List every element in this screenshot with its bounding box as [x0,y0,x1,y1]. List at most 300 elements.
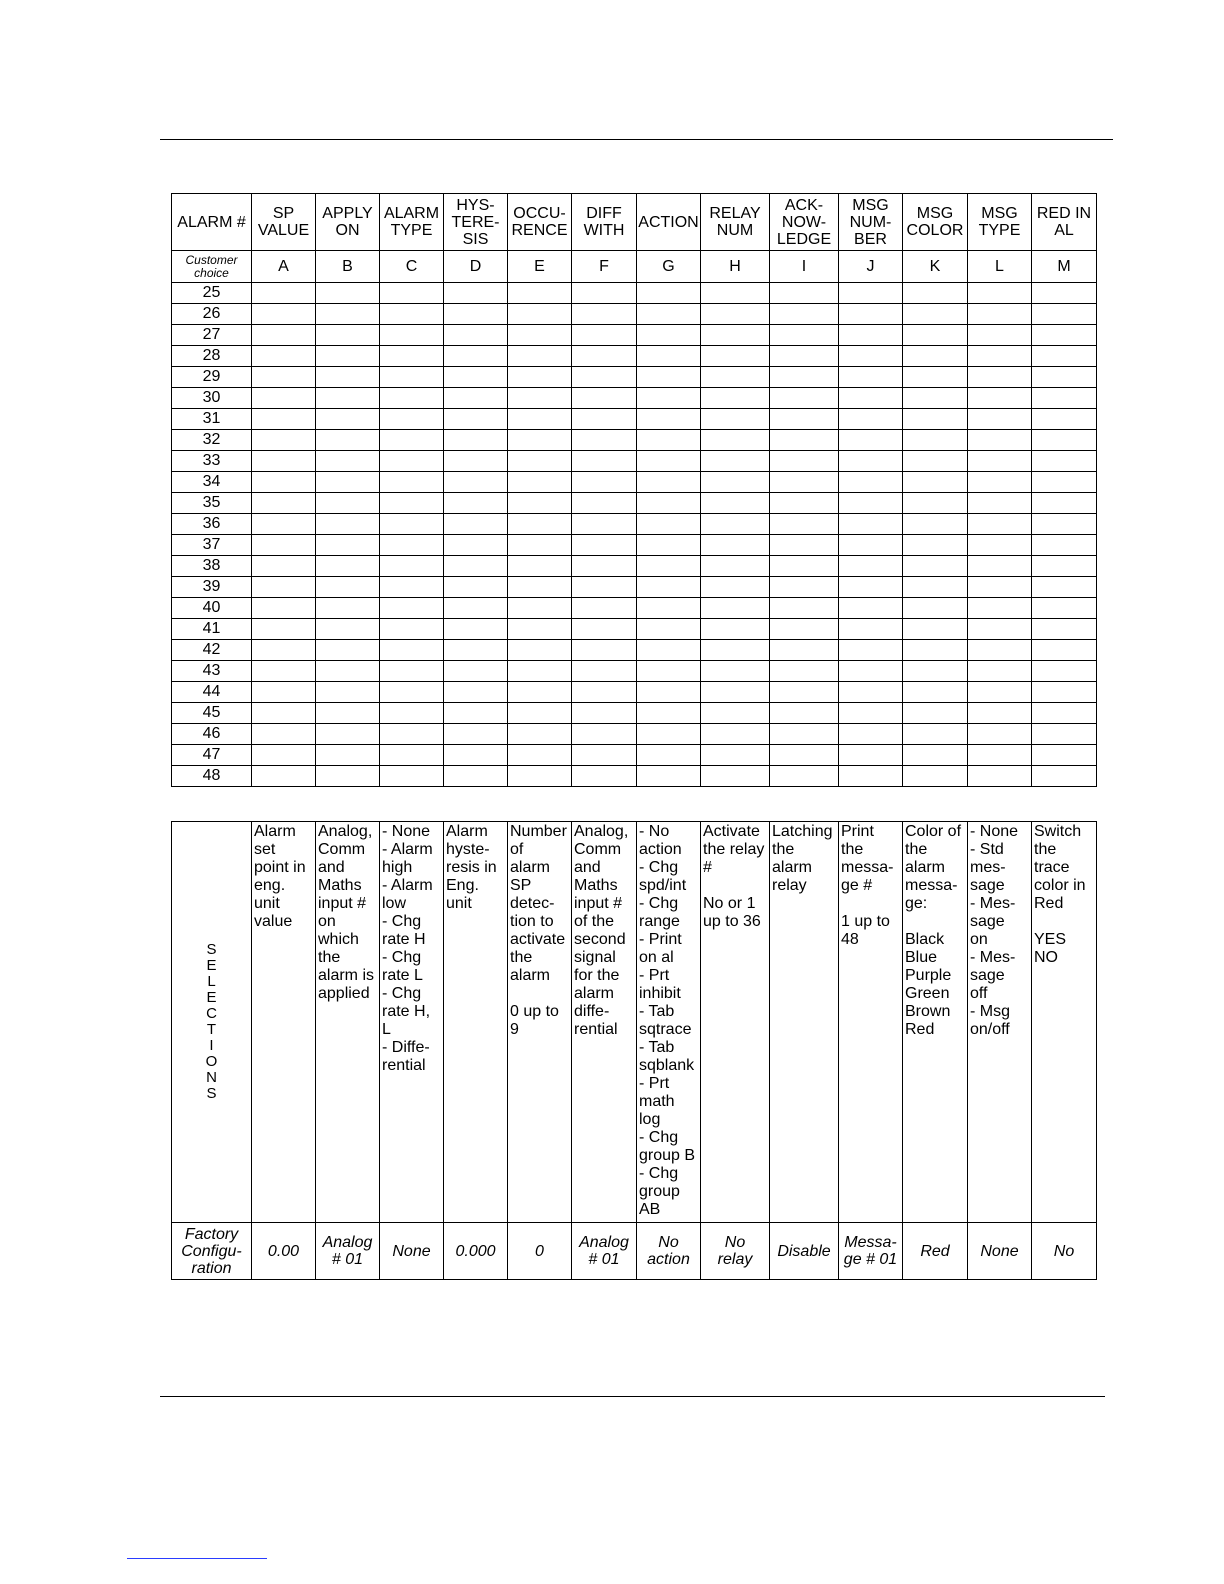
empty-entry-cell [316,283,380,304]
empty-entry-cell [252,346,316,367]
empty-entry-cell [508,325,572,346]
empty-entry-cell [968,514,1032,535]
empty-entry-cell [380,472,444,493]
empty-entry-cell [380,367,444,388]
empty-entry-cell [839,472,903,493]
empty-entry-cell [701,535,770,556]
empty-entry-cell [701,619,770,640]
empty-entry-cell [508,304,572,325]
alarm-number: 25 [172,283,252,304]
empty-entry-cell [903,514,968,535]
empty-entry-cell [252,640,316,661]
column-letter: D [444,251,508,283]
table-row [172,409,1097,430]
factory-default-value: Red [903,1223,968,1280]
table-row [172,325,1097,346]
empty-entry-cell [701,472,770,493]
empty-entry-cell [637,577,701,598]
selections-row [172,822,1097,1223]
alarm-number: 35 [172,493,252,514]
empty-entry-cell [1032,493,1097,514]
empty-entry-cell [637,514,701,535]
empty-entry-cell [701,346,770,367]
empty-entry-cell [968,493,1032,514]
empty-entry-cell [572,388,637,409]
empty-entry-cell [508,367,572,388]
column-header: ALARM # [172,194,252,251]
empty-entry-cell [770,661,839,682]
empty-entry-cell [770,640,839,661]
header-rule [160,139,1113,140]
empty-entry-cell [252,388,316,409]
empty-entry-cell [1032,556,1097,577]
empty-entry-cell [701,724,770,745]
alarm-number: 43 [172,661,252,682]
table-row [172,661,1097,682]
empty-entry-cell [770,283,839,304]
table-row [172,304,1097,325]
empty-entry-cell [701,409,770,430]
empty-entry-cell [572,409,637,430]
empty-entry-cell [839,430,903,451]
empty-entry-cell [572,283,637,304]
empty-entry-cell [637,388,701,409]
empty-entry-cell [444,577,508,598]
empty-entry-cell [444,430,508,451]
empty-entry-cell [770,745,839,766]
empty-entry-cell [1032,661,1097,682]
table-row [172,577,1097,598]
empty-entry-cell [572,577,637,598]
empty-entry-cell [903,682,968,703]
empty-entry-cell [316,640,380,661]
empty-entry-cell [508,724,572,745]
empty-entry-cell [508,346,572,367]
empty-entry-cell [316,472,380,493]
empty-entry-cell [572,724,637,745]
empty-entry-cell [903,304,968,325]
empty-entry-cell [508,619,572,640]
empty-entry-cell [380,703,444,724]
empty-entry-cell [572,619,637,640]
table-row [172,598,1097,619]
empty-entry-cell [572,472,637,493]
empty-entry-cell [572,451,637,472]
empty-entry-cell [380,346,444,367]
table-row [172,682,1097,703]
empty-entry-cell [252,283,316,304]
factory-default-value: 0 [508,1223,572,1280]
empty-entry-cell [1032,745,1097,766]
empty-entry-cell [701,430,770,451]
empty-entry-cell [903,367,968,388]
empty-entry-cell [316,493,380,514]
empty-entry-cell [1032,283,1097,304]
empty-entry-cell [380,451,444,472]
empty-entry-cell [637,304,701,325]
empty-entry-cell [252,409,316,430]
empty-entry-cell [903,451,968,472]
empty-entry-cell [252,430,316,451]
empty-entry-cell [508,661,572,682]
empty-entry-cell [637,619,701,640]
empty-entry-cell [903,577,968,598]
empty-entry-cell [770,430,839,451]
empty-entry-cell [444,619,508,640]
empty-entry-cell [770,388,839,409]
footer-rule [160,1396,1105,1397]
table-row [172,346,1097,367]
empty-entry-cell [903,493,968,514]
table-row [172,703,1097,724]
empty-entry-cell [839,598,903,619]
alarm-selections-table [171,821,1097,1280]
empty-entry-cell [968,283,1032,304]
empty-entry-cell [380,325,444,346]
alarm-number: 37 [172,535,252,556]
column-header: DIFF WITH [572,194,637,251]
empty-entry-cell [839,682,903,703]
empty-entry-cell [380,535,444,556]
column-header: HYS- TERE- SIS [444,194,508,251]
alarm-number: 45 [172,703,252,724]
empty-entry-cell [839,766,903,787]
empty-entry-cell [903,283,968,304]
column-letter: H [701,251,770,283]
alarm-number: 41 [172,619,252,640]
empty-entry-cell [572,556,637,577]
selection-description: - None - Std mes- sage - Mes- sage on - Mes- sage off - Msg on/off [968,822,1032,1223]
alarm-number: 34 [172,472,252,493]
alarm-number: 26 [172,304,252,325]
factory-default-value: Messa- ge # 01 [839,1223,903,1280]
letter-row [172,251,1097,283]
empty-entry-cell [572,598,637,619]
empty-entry-cell [316,409,380,430]
factory-default-value: None [968,1223,1032,1280]
empty-entry-cell [637,682,701,703]
table-row [172,388,1097,409]
empty-entry-cell [252,304,316,325]
empty-entry-cell [572,367,637,388]
column-header: SP VALUE [252,194,316,251]
empty-entry-cell [380,430,444,451]
column-header: OCCU- RENCE [508,194,572,251]
empty-entry-cell [968,430,1032,451]
column-header: ACK- NOW- LEDGE [770,194,839,251]
empty-entry-cell [252,724,316,745]
empty-entry-cell [903,430,968,451]
empty-entry-cell [380,619,444,640]
selection-description: - No action - Chg spd/int - Chg range - Print on al - Prt inhibit - Tab sqtrace - Tab sqblank - Prt math log - Chg group B - Chg group AB [637,822,701,1223]
factory-default-value: Disable [770,1223,839,1280]
empty-entry-cell [1032,325,1097,346]
empty-entry-cell [637,703,701,724]
empty-entry-cell [903,745,968,766]
empty-entry-cell [572,640,637,661]
empty-entry-cell [1032,346,1097,367]
empty-entry-cell [508,535,572,556]
empty-entry-cell [316,745,380,766]
empty-entry-cell [444,766,508,787]
empty-entry-cell [903,325,968,346]
empty-entry-cell [701,682,770,703]
empty-entry-cell [380,745,444,766]
empty-entry-cell [968,535,1032,556]
selection-description: Switch the trace color in Red YES NO [1032,822,1097,1223]
table-row [172,367,1097,388]
table-row [172,451,1097,472]
empty-entry-cell [701,283,770,304]
empty-entry-cell [316,514,380,535]
empty-entry-cell [444,745,508,766]
empty-entry-cell [968,661,1032,682]
empty-entry-cell [1032,535,1097,556]
empty-entry-cell [701,493,770,514]
column-letter: G [637,251,701,283]
alarm-number: 39 [172,577,252,598]
empty-entry-cell [968,724,1032,745]
empty-entry-cell [839,325,903,346]
empty-entry-cell [316,451,380,472]
empty-entry-cell [380,661,444,682]
alarm-number: 31 [172,409,252,430]
empty-entry-cell [316,682,380,703]
empty-entry-cell [839,619,903,640]
empty-entry-cell [508,766,572,787]
empty-entry-cell [1032,451,1097,472]
empty-entry-cell [508,577,572,598]
empty-entry-cell [968,745,1032,766]
empty-entry-cell [701,640,770,661]
empty-entry-cell [770,556,839,577]
alarm-number: 28 [172,346,252,367]
empty-entry-cell [770,724,839,745]
empty-entry-cell [572,766,637,787]
empty-entry-cell [1032,724,1097,745]
empty-entry-cell [252,514,316,535]
empty-entry-cell [572,325,637,346]
empty-entry-cell [572,304,637,325]
column-letter: C [380,251,444,283]
empty-entry-cell [637,430,701,451]
alarm-number: 46 [172,724,252,745]
empty-entry-cell [380,640,444,661]
table-row [172,472,1097,493]
empty-entry-cell [903,388,968,409]
selection-description: Print the messa- ge # 1 up to 48 [839,822,903,1223]
empty-entry-cell [508,745,572,766]
empty-entry-cell [839,703,903,724]
selection-description: Analog, Comm and Maths input # of the second signal for the alarm diffe- rential [572,822,637,1223]
alarm-number: 44 [172,682,252,703]
empty-entry-cell [444,409,508,430]
empty-entry-cell [839,745,903,766]
selection-description: Color of the alarm messa- ge: Black Blue Purple Green Brown Red [903,822,968,1223]
alarm-number: 48 [172,766,252,787]
customer-choice-label: Customer choice [172,251,252,283]
alarm-number: 30 [172,388,252,409]
alarm-number: 32 [172,430,252,451]
empty-entry-cell [316,325,380,346]
selections-label: S E L E C T I O N S [172,822,252,1223]
table-row [172,766,1097,787]
empty-entry-cell [968,598,1032,619]
empty-entry-cell [252,766,316,787]
empty-entry-cell [316,703,380,724]
empty-entry-cell [701,577,770,598]
empty-entry-cell [508,430,572,451]
empty-entry-cell [1032,619,1097,640]
empty-entry-cell [637,409,701,430]
empty-entry-cell [380,409,444,430]
empty-entry-cell [968,766,1032,787]
empty-entry-cell [316,598,380,619]
empty-entry-cell [444,451,508,472]
empty-entry-cell [316,619,380,640]
empty-entry-cell [839,451,903,472]
empty-entry-cell [1032,409,1097,430]
empty-entry-cell [508,283,572,304]
empty-entry-cell [252,493,316,514]
empty-entry-cell [839,514,903,535]
empty-entry-cell [1032,640,1097,661]
alarm-configuration-table [171,193,1097,787]
empty-entry-cell [770,766,839,787]
empty-entry-cell [637,451,701,472]
factory-default-value: 0.000 [444,1223,508,1280]
column-letter: I [770,251,839,283]
empty-entry-cell [252,472,316,493]
empty-entry-cell [1032,766,1097,787]
empty-entry-cell [444,724,508,745]
table-row [172,430,1097,451]
empty-entry-cell [637,535,701,556]
empty-entry-cell [1032,577,1097,598]
empty-entry-cell [316,535,380,556]
empty-entry-cell [316,577,380,598]
column-header: RED IN AL [1032,194,1097,251]
selection-description: Alarm set point in eng. unit value [252,822,316,1223]
empty-entry-cell [701,745,770,766]
empty-entry-cell [637,556,701,577]
column-header: MSG COLOR [903,194,968,251]
empty-entry-cell [572,703,637,724]
selection-description: Analog, Comm and Maths input # on which the alarm is applied [316,822,380,1223]
table-row [172,745,1097,766]
empty-entry-cell [252,325,316,346]
empty-entry-cell [508,472,572,493]
header-row [172,194,1097,251]
empty-entry-cell [508,598,572,619]
empty-entry-cell [252,367,316,388]
column-letter: A [252,251,316,283]
empty-entry-cell [701,514,770,535]
column-header: ACTION [637,194,701,251]
factory-default-value: 0.00 [252,1223,316,1280]
alarm-number: 27 [172,325,252,346]
column-header: APPLY ON [316,194,380,251]
empty-entry-cell [839,367,903,388]
selection-description: Alarm hyste- resis in Eng. unit [444,822,508,1223]
table-row [172,283,1097,304]
empty-entry-cell [380,724,444,745]
empty-entry-cell [637,325,701,346]
empty-entry-cell [701,766,770,787]
empty-entry-cell [316,661,380,682]
empty-entry-cell [839,724,903,745]
column-header: MSG TYPE [968,194,1032,251]
empty-entry-cell [444,682,508,703]
empty-entry-cell [770,409,839,430]
empty-entry-cell [839,640,903,661]
factory-default-value: Analog # 01 [572,1223,637,1280]
empty-entry-cell [839,346,903,367]
empty-entry-cell [572,535,637,556]
empty-entry-cell [252,451,316,472]
empty-entry-cell [770,472,839,493]
empty-entry-cell [701,703,770,724]
table-row [172,514,1097,535]
empty-entry-cell [903,535,968,556]
empty-entry-cell [839,283,903,304]
empty-entry-cell [968,703,1032,724]
empty-entry-cell [903,472,968,493]
column-letter: F [572,251,637,283]
empty-entry-cell [572,493,637,514]
table-row [172,493,1097,514]
empty-entry-cell [316,346,380,367]
empty-entry-cell [903,766,968,787]
empty-entry-cell [903,661,968,682]
column-header: RELAY NUM [701,194,770,251]
empty-entry-cell [637,367,701,388]
empty-entry-cell [968,325,1032,346]
empty-entry-cell [701,367,770,388]
column-letter: K [903,251,968,283]
empty-entry-cell [770,493,839,514]
empty-entry-cell [839,388,903,409]
empty-entry-cell [968,388,1032,409]
empty-entry-cell [701,598,770,619]
empty-entry-cell [839,493,903,514]
empty-entry-cell [839,409,903,430]
empty-entry-cell [572,346,637,367]
empty-entry-cell [903,556,968,577]
empty-entry-cell [770,451,839,472]
alarm-number: 29 [172,367,252,388]
factory-default-value: Analog # 01 [316,1223,380,1280]
empty-entry-cell [444,703,508,724]
empty-entry-cell [839,304,903,325]
empty-entry-cell [637,724,701,745]
empty-entry-cell [380,304,444,325]
empty-entry-cell [770,367,839,388]
empty-entry-cell [572,514,637,535]
empty-entry-cell [903,619,968,640]
empty-entry-cell [1032,430,1097,451]
empty-entry-cell [444,556,508,577]
column-letter: J [839,251,903,283]
empty-entry-cell [316,766,380,787]
factory-default-value: None [380,1223,444,1280]
empty-entry-cell [316,367,380,388]
empty-entry-cell [637,283,701,304]
alarm-number: 36 [172,514,252,535]
empty-entry-cell [903,346,968,367]
empty-entry-cell [701,388,770,409]
empty-entry-cell [508,640,572,661]
